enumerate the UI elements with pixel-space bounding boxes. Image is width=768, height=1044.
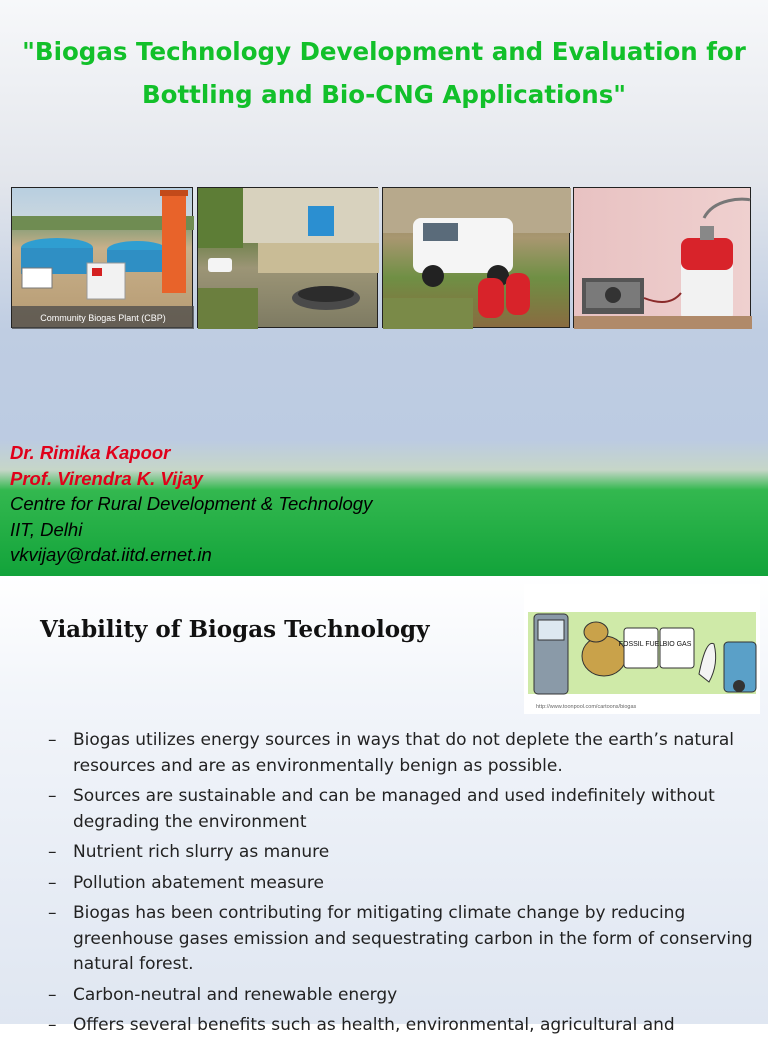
photo-community-biogas-plant xyxy=(11,187,193,328)
slide-heading: Viability of Biogas Technology xyxy=(40,616,430,643)
bullet-item: – Offers several benefits such as health, environmental, agricultural and xyxy=(48,1015,675,1035)
cartoon-sign-biogas: BIO GAS xyxy=(662,641,692,648)
fossil-vs-biogas-cartoon xyxy=(524,584,760,714)
photo-caption: Community Biogas Plant (CBP) xyxy=(40,313,166,323)
author-name-1: Dr. Rimika Kapoor xyxy=(10,442,171,463)
title-line-2: Bottling and Bio-CNG Applications" xyxy=(141,80,627,109)
bullet-item: – Pollution abatement measure xyxy=(48,872,324,893)
biogas-plant-illustration xyxy=(12,188,194,329)
stove-illustration xyxy=(574,188,752,329)
institute: IIT, Delhi xyxy=(10,518,83,540)
photo-building-digester xyxy=(197,187,378,328)
cartoon-sign-fossil: FOSSIL FUEL xyxy=(618,641,664,648)
building-illustration xyxy=(198,188,379,329)
bullet-item: – Carbon-neutral and renewable energy xyxy=(48,984,398,1005)
bullet-item: – Biogas has been contributing for mitigating climate change by reducing greenhouse gases emission and sequestrating carbon in the form of conserving natural forest. xyxy=(48,903,753,974)
bullet-item: – Nutrient rich slurry as manure xyxy=(48,842,330,862)
bullet-list xyxy=(48,728,758,1044)
bullet-item: – Sources are sustainable and can be managed and used indefinitely without degrading the environment xyxy=(48,786,715,832)
slide-viability xyxy=(0,576,768,1035)
photo-cylinder-stove xyxy=(573,187,751,328)
affiliation: Centre for Rural Development & Technology xyxy=(10,493,373,514)
car-illustration xyxy=(383,188,571,329)
email-link[interactable]: vkvijay@rdat.iitd.ernet.in xyxy=(10,544,212,565)
title-line-1: "Biogas Technology Development and Evaluation for xyxy=(22,37,746,66)
author-block xyxy=(10,440,372,568)
bullet-item: – Biogas utilizes energy sources in ways that do not deplete the earth’s natural resources and are as environmentally benign as possible. xyxy=(48,730,734,776)
cartoon-source-url[interactable]: http://www.toonpool.com/cartoons/biogas xyxy=(536,704,637,710)
slide-title-heading xyxy=(0,30,768,116)
photo-car-gas-cylinders xyxy=(382,187,570,328)
author-name-2: Prof. Virendra K. Vijay xyxy=(10,467,203,489)
cartoon-image xyxy=(524,584,760,714)
